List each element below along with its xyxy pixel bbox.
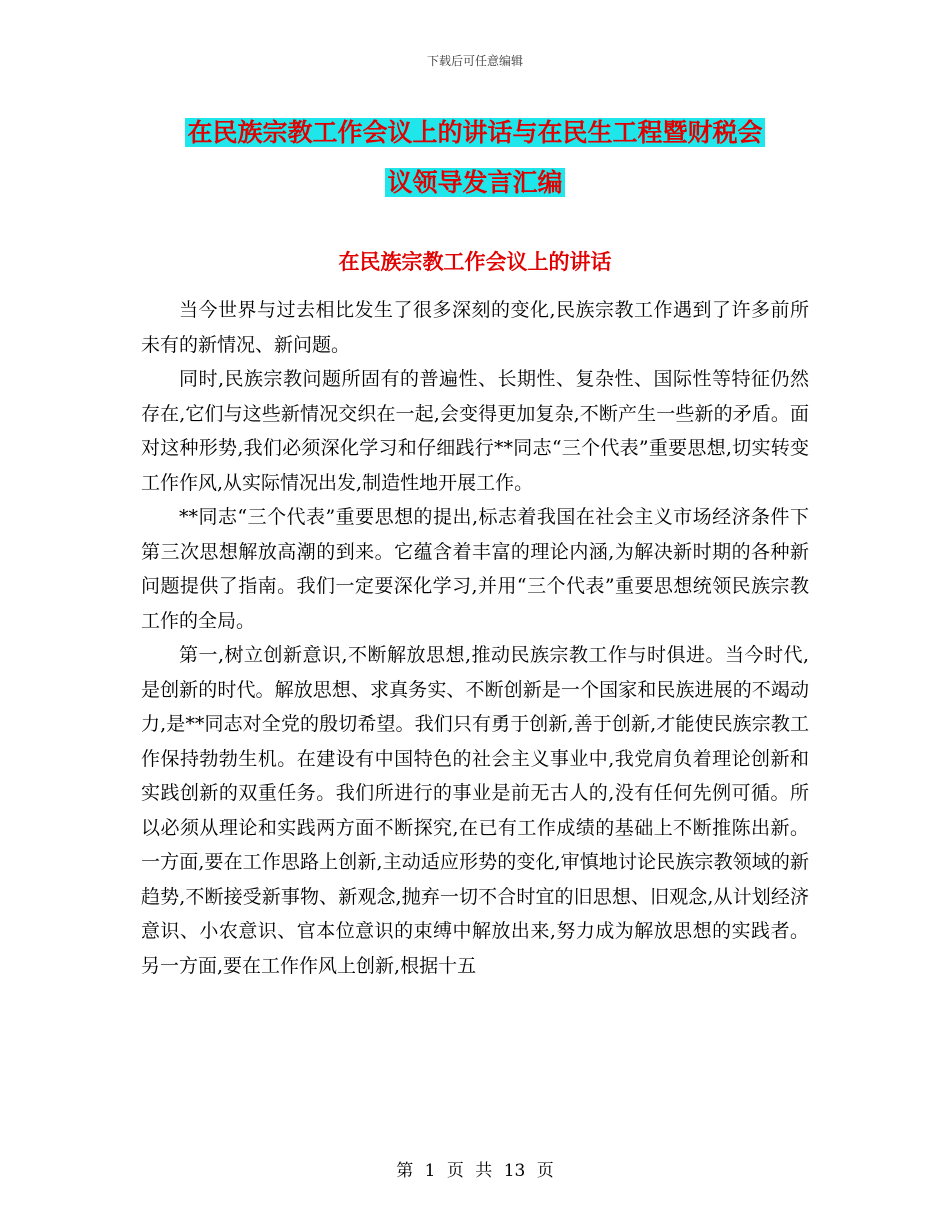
paragraph-4: 第一,树立创新意识,不断解放思想,推动民族宗教工作与时俱进。当今时代,是创新的时代。解放思想、求真务实、不断创新是一个国家和民族进展的不竭动力,是**同志对全党的殷切希望。我们只有勇于创新,善于创新,才能使民族宗教工作保持勃勃生机。在建设有中国特色的社会主义事业中,我党肩负着理论创新和实践创新的双重任务。我们所进行的事业是前无古人的,没有任何先例可循。所以必须从理论和实践两方面不断探究,在已有工作成绩的基础上不断推陈出新。一方面,要在工作思路上创新,主动适应形势的变化,审慎地讨论民族宗教领域的新趋势,不断接受新事物、新观念,抛弃一切不合时宜的旧思想、旧观念,从计划经济意识、小农意识、官本位意识的束缚中解放出来,努力成为解放思想的实践者。另一方面,要在工作作风上创新,根据十五 xyxy=(141,644,809,977)
document-title xyxy=(140,108,810,208)
page-footer: 第 1 页 共 13 页 xyxy=(396,1161,554,1181)
document-title-line-1: 在民族宗教工作会议上的讲话与在民生工程暨财税会 xyxy=(187,118,763,147)
document-title-line-2: 议领导发言汇编 xyxy=(387,168,563,197)
paragraph-3: **同志“三个代表”重要思想的提出,标志着我国在社会主义市场经济条件下第三次思想解放高潮的到来。它蕴含着丰富的理论内涵,为解决新时期的各种新问题提供了指南。我们一定要深化学习,并用“三个代表”重要思想统领民族宗教工作的全局。 xyxy=(141,506,809,632)
paragraph-2: 同时,民族宗教问题所固有的普遍性、长期性、复杂性、国际性等特征仍然存在,它们与这些新情况交织在一起,会变得更加复杂,不断产生一些新的矛盾。面对这种形势,我们必须深化学习和仔细践行**同志“三个代表”重要思想,切实转变工作作风,从实际情况出发,制造性地开展工作。 xyxy=(141,368,809,494)
paragraph-1: 当今世界与过去相比发生了很多深刻的变化,民族宗教工作遇到了许多前所未有的新情况、新问题。 xyxy=(141,299,809,356)
section-title: 在民族宗教工作会议上的讲话 xyxy=(338,250,612,274)
header-note: 下载后可任意编辑 xyxy=(426,54,523,68)
body-text xyxy=(141,293,809,983)
